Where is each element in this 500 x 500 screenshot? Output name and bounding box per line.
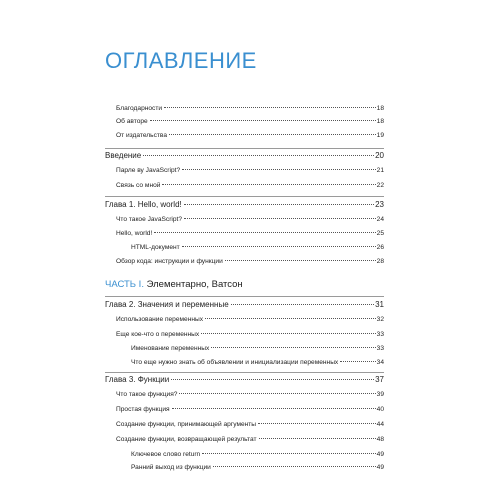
toc-entry-text: Глава 2. Значения и переменные (105, 300, 229, 309)
toc-entry-function-with-arguments[interactable] (116, 421, 384, 428)
toc-entry-page: 19 (376, 132, 384, 139)
part-heading[interactable] (105, 279, 243, 290)
toc-entry-text: Создание функции, возвращающей результат (116, 436, 257, 443)
section-divider (105, 372, 384, 373)
toc-entry-what-is-function[interactable] (116, 391, 384, 398)
toc-entry-text: Именование переменных (131, 345, 210, 352)
dot-leader (340, 361, 375, 362)
dot-leader (182, 246, 376, 247)
toc-entry-text: Что такое функция? (116, 391, 178, 398)
toc-entry-page: 24 (376, 216, 384, 223)
toc-entry-introduction[interactable] (105, 151, 384, 160)
toc-entry-html-document[interactable] (131, 244, 384, 251)
section-divider (105, 148, 384, 149)
dot-leader (171, 379, 374, 380)
toc-entry-about-author[interactable] (116, 118, 384, 125)
toc-entry-page: 25 (376, 230, 384, 237)
toc-entry-function-returning-result[interactable] (116, 436, 384, 443)
dot-leader (225, 260, 376, 261)
dot-leader (258, 423, 376, 424)
dot-leader (259, 438, 376, 439)
dot-leader (150, 120, 376, 121)
toc-entry-page: 40 (376, 406, 384, 413)
toc-entry-text: Hello, world! (116, 230, 153, 237)
toc-entry-page: 26 (376, 244, 384, 251)
toc-entry-page: 23 (375, 200, 384, 209)
dot-leader (211, 347, 375, 348)
toc-entry-page: 48 (376, 436, 384, 443)
dot-leader (164, 107, 376, 108)
toc-entry-page: 20 (375, 151, 384, 160)
section-divider (105, 196, 384, 197)
toc-entry-simple-function[interactable] (116, 406, 384, 413)
toc-entry-declaration-initialization[interactable] (131, 359, 384, 366)
dot-leader (154, 232, 375, 233)
toc-entry-text: Создание функции, принимающей аргументы (116, 421, 257, 428)
toc-entry-page: 31 (375, 300, 384, 309)
toc-entry-text: Глава 3. Функции (105, 375, 170, 384)
toc-entry-using-variables[interactable] (116, 316, 384, 323)
toc-entry-page: 49 (376, 464, 384, 471)
dot-leader (182, 169, 376, 170)
toc-entry-text: Что такое JavaScript? (116, 216, 183, 223)
toc-entry-page: 32 (376, 316, 384, 323)
toc-entry-page: 28 (376, 258, 384, 265)
toc-entry-text: Еще кое-что о переменных (116, 331, 200, 338)
toc-entry-hello-world[interactable] (116, 230, 384, 237)
toc-entry-text: Ключевое слово return (131, 451, 201, 458)
toc-entry-from-publisher[interactable] (116, 132, 384, 139)
toc-entry-text: Обзор кода: инструкции и функции (116, 258, 223, 265)
dot-leader (231, 304, 374, 305)
toc-entry-text: Что еще нужно знать об объявлении и инициализации переменных (131, 359, 339, 366)
dot-leader (205, 318, 376, 319)
toc-entry-parlez-vous[interactable] (116, 167, 384, 174)
toc-entry-chapter-1[interactable] (105, 200, 384, 209)
toc-entry-contact[interactable] (116, 182, 384, 189)
page-title: ОГЛАВЛЕНИЕ (105, 48, 257, 73)
toc-entry-naming-variables[interactable] (131, 345, 384, 352)
dot-leader (202, 453, 375, 454)
dot-leader (162, 184, 375, 185)
dot-leader (179, 393, 375, 394)
toc-entry-text: Введение (105, 151, 142, 160)
toc-entry-text: От издательства (116, 132, 168, 139)
dot-leader (169, 134, 376, 135)
toc-entry-text: Ранний выход из функции (131, 464, 211, 471)
dot-leader (184, 218, 376, 219)
toc-entry-chapter-3[interactable] (105, 375, 384, 384)
toc-entry-early-exit[interactable] (131, 464, 384, 471)
toc-entry-more-about-variables[interactable] (116, 331, 384, 338)
toc-entry-what-is-javascript[interactable] (116, 216, 384, 223)
dot-leader (201, 333, 375, 334)
toc-entry-page: 34 (376, 359, 384, 366)
part-number: ЧАСТЬ I. (105, 279, 144, 290)
toc-entry-page: 21 (376, 167, 384, 174)
dot-leader (143, 155, 374, 156)
toc-entry-return-keyword[interactable] (131, 451, 384, 458)
toc-entry-code-overview[interactable] (116, 258, 384, 265)
dot-leader (213, 466, 376, 467)
toc-entry-page: 18 (376, 105, 384, 112)
toc-entry-page: 33 (376, 345, 384, 352)
toc-entry-acknowledgements[interactable] (116, 105, 384, 112)
toc-entry-page: 44 (376, 421, 384, 428)
part-title-text: Элементарно, Ватсон (146, 279, 243, 290)
dot-leader (172, 408, 376, 409)
dot-leader (184, 204, 374, 205)
toc-entry-text: Об авторе (116, 118, 148, 125)
toc-entry-chapter-2[interactable] (105, 300, 384, 309)
toc-entry-text: Простая функция (116, 406, 170, 413)
toc-entry-page: 33 (376, 331, 384, 338)
toc-entry-page: 22 (376, 182, 384, 189)
toc-entry-text: Глава 1. Hello, world! (105, 200, 182, 209)
toc-entry-text: Связь со мной (116, 182, 161, 189)
toc-entry-text: HTML-документ (131, 244, 180, 251)
toc-entry-page: 37 (375, 375, 384, 384)
section-divider (105, 296, 384, 297)
toc-entry-text: Использование переменных (116, 316, 204, 323)
toc-entry-text: Парле ву JavaScript? (116, 167, 181, 174)
toc-entry-page: 18 (376, 118, 384, 125)
toc-entry-page: 39 (376, 391, 384, 398)
toc-entry-text: Благодарности (116, 105, 163, 112)
toc-entry-page: 49 (376, 451, 384, 458)
